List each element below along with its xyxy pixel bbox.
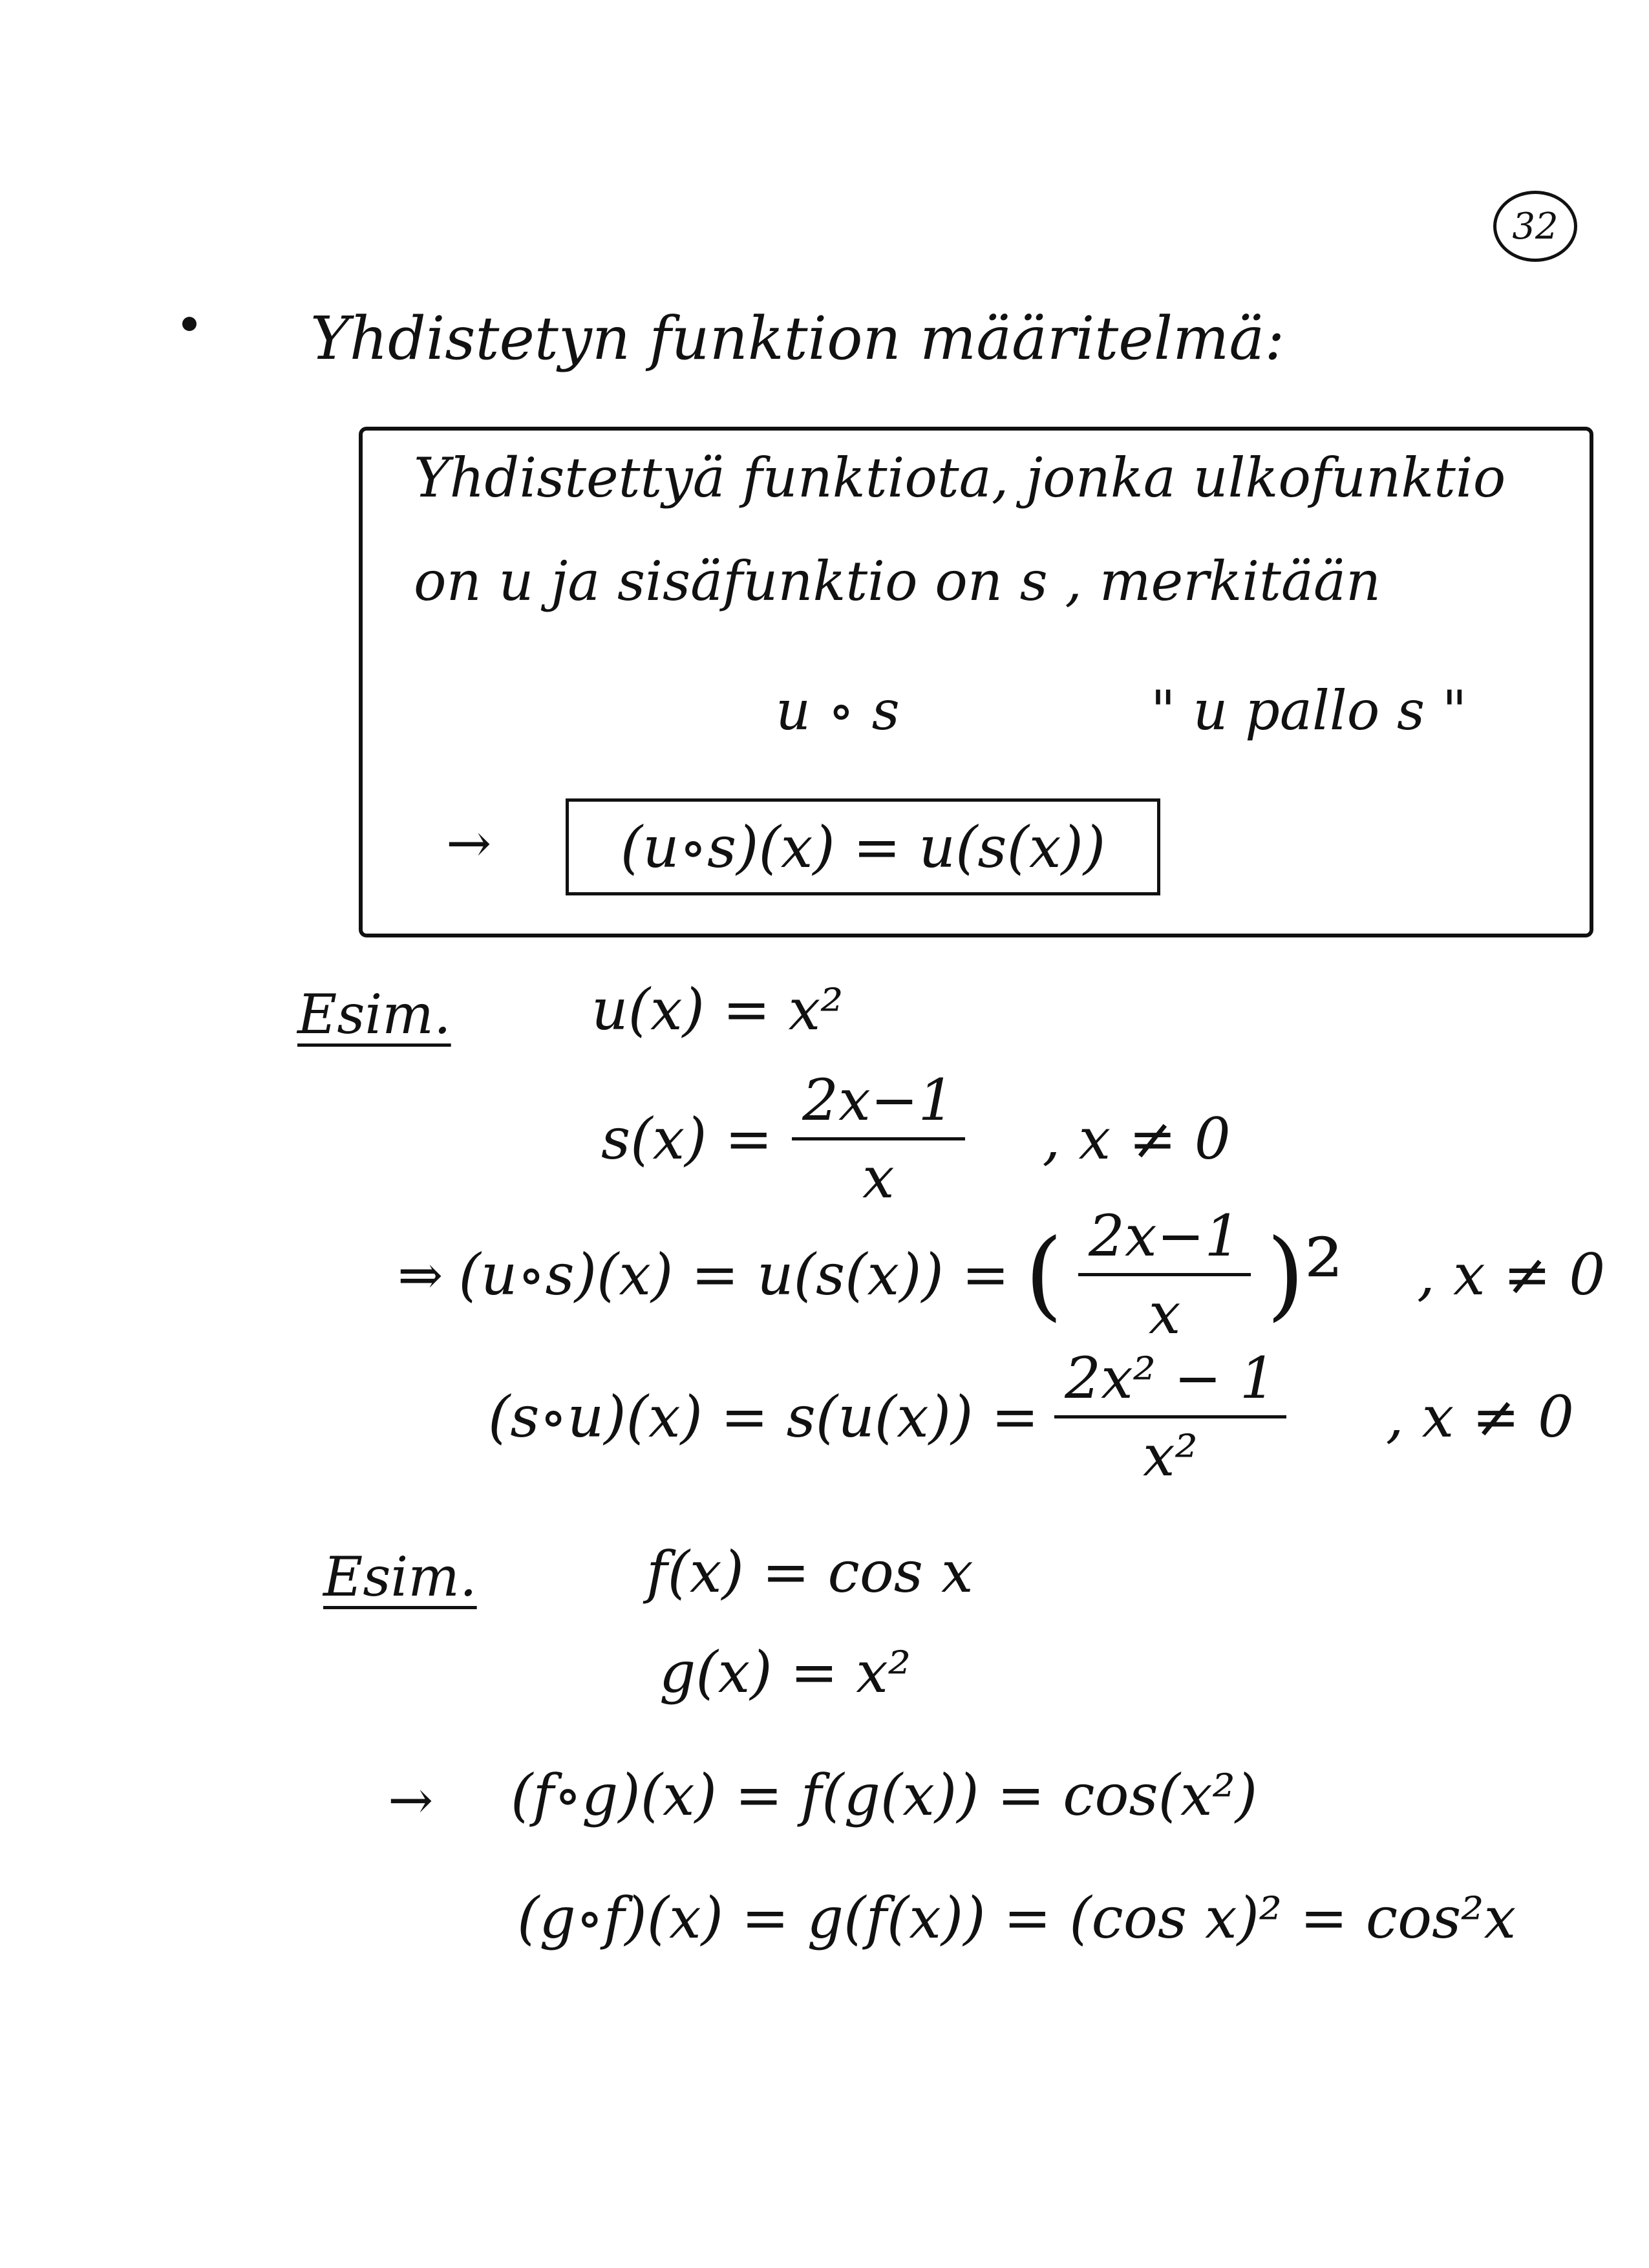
bullet-point	[182, 317, 197, 331]
uos-open-paren: (	[1025, 1218, 1063, 1331]
u-compose-s-line	[398, 1203, 1605, 1347]
uos-fraction	[1078, 1203, 1251, 1347]
s-definition	[601, 1067, 1231, 1211]
s-lhs: s(x) =	[601, 1106, 773, 1172]
arrow-icon: →	[446, 811, 492, 875]
uos-close-paren: )²	[1266, 1218, 1344, 1331]
composition-formula: (u∘s)(x) = u(s(x))	[620, 813, 1106, 881]
uos-denominator: x	[1148, 1280, 1181, 1347]
g-compose-f-line: (g∘f)(x) = g(f(x)) = (cos x)² = cos²x	[517, 1885, 1516, 1951]
f-compose-g-line: (f∘g)(x) = f(g(x)) = cos(x²)	[511, 1762, 1258, 1828]
sou-fraction	[1054, 1345, 1286, 1489]
page-number	[1493, 191, 1577, 262]
g-definition: g(x) = x²	[659, 1639, 911, 1706]
s-condition: , x ≠ 0	[1042, 1106, 1231, 1172]
uos-lhs: (u∘s)(x) = u(s(x)) =	[458, 1241, 1010, 1308]
s-fraction	[792, 1067, 964, 1211]
example-2-label: Esim.	[323, 1545, 477, 1609]
definition-line-2: on u ja sisäfunktio on s , merkitään	[414, 550, 1381, 613]
arrow-icon: →	[388, 1768, 434, 1832]
section-heading: Yhdistetyn funktion määritelmä:	[310, 304, 1285, 373]
sou-lhs: (s∘u)(x) = s(u(x)) =	[488, 1384, 1039, 1450]
sou-numerator: 2x² − 1	[1054, 1345, 1286, 1418]
uos-condition: , x ≠ 0	[1417, 1241, 1606, 1308]
composition-notation: u ∘ s	[776, 679, 900, 742]
s-denominator: x	[862, 1144, 895, 1211]
u-definition: u(x) = x²	[591, 976, 844, 1043]
f-definition: f(x) = cos x	[646, 1539, 973, 1605]
composition-formula-box	[566, 798, 1160, 895]
page-number-text: 32	[1512, 205, 1559, 248]
sou-denominator: x²	[1142, 1422, 1198, 1489]
s-compose-u-line	[488, 1345, 1574, 1489]
s-numerator: 2x−1	[792, 1067, 964, 1140]
definition-line-1: Yhdistettyä funktiota, jonka ulkofunktio	[414, 446, 1506, 509]
uos-numerator: 2x−1	[1078, 1203, 1251, 1276]
implies-arrow-icon: ⇒	[398, 1243, 443, 1307]
sou-condition: , x ≠ 0	[1385, 1384, 1574, 1450]
example-1-label: Esim.	[297, 983, 451, 1046]
composition-reading: " u pallo s "	[1151, 679, 1467, 742]
